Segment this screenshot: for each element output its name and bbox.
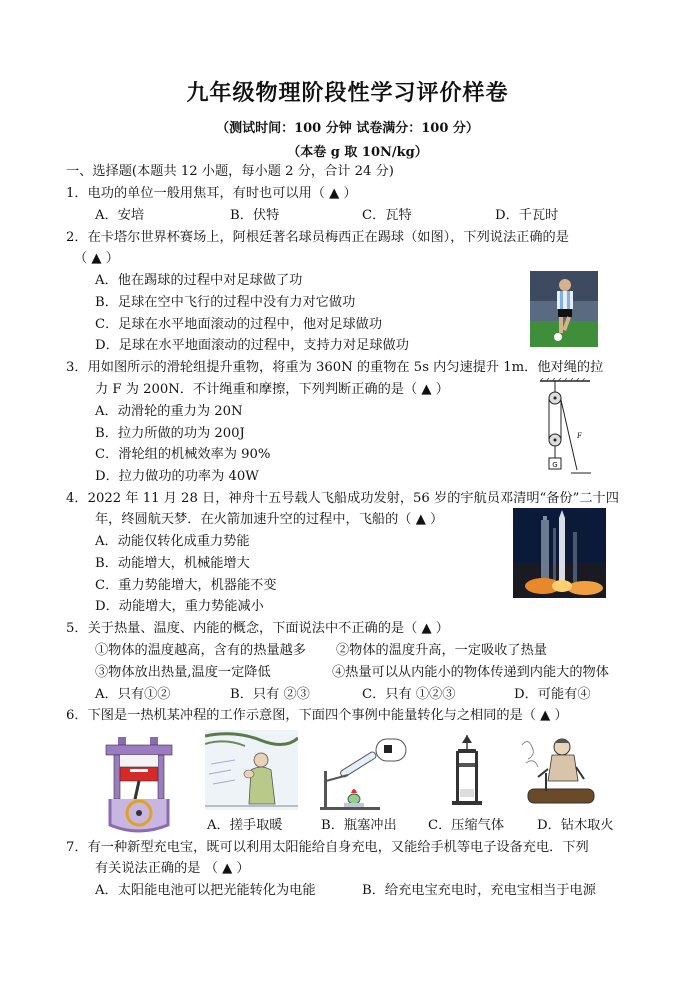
question-3-stem: 3．用如图所示的滑轮组提升重物，将重为 360N 的重物在 5s 内匀速提升 1m．他对绳的拉 [66,360,604,375]
q7-option-b: B．给充电宝充电时，充电宝相当于电源 [362,883,596,898]
question-7-stem-cont: 有关说法正确的是 （ ▲ ） [95,861,250,876]
q5-option-b: B．只有 ②③ [230,687,310,702]
q5-statement-1: ①物体的温度越高，含有的热量越多 [95,643,306,658]
q1-option-d: D．千瓦时 [495,208,559,223]
bottle-cork-figure [318,733,413,811]
q6-option-a: A．搓手取暖 [207,818,283,833]
q2-option-c: C．足球在水平地面滚动的过程中，他对足球做功 [95,317,383,332]
gravity-note: （本卷 g 取 10N/kg） [287,145,428,160]
exam-info: （测试时间：100 分钟 试卷满分：100 分） [216,121,479,136]
question-4-stem-cont: 年，终圆航天梦．在火箭加速升空的过程中，飞船的（ ▲ ） [95,512,444,527]
q5-option-a: A．只有①② [95,687,171,702]
section-heading: 一、选择题(本题共 12 小题，每小题 2 分，合计 24 分) [66,164,394,179]
question-7-stem: 7．有一种新型充电宝，既可以利用太阳能给自身充电，又能给手机等电子设备充电．下列 [66,840,589,855]
q5-statement-2: ②物体的温度升高，一定吸收了热量 [336,643,547,658]
question-2-stem: 2．在卡塔尔世界杯赛场上，阿根廷著名球员梅西正在踢球（如图），下列说法正确的是 [66,230,569,245]
q3-option-c: C．滑轮组的机械效率为 90% [95,447,271,462]
question-2-stem-cont: （ ▲ ） [74,251,119,266]
question-6-stem: 6．下图是一热机某冲程的工作示意图，下面四个事例中能量转化与之相同的是（ ▲ ） [66,708,568,723]
compress-gas-figure [448,733,486,809]
force-label: F [577,432,582,440]
question-3-stem-cont: 力 F 为 200N．不计绳重和摩擦，下列判断正确的是（ ▲ ） [95,382,449,397]
rocket-launch-photo [513,508,606,598]
q6-option-d: D．钻木取火 [537,818,614,833]
pulley-system-figure [535,378,595,476]
page-title: 九年级物理阶段性学习评价样卷 [186,80,509,106]
q2-option-b: B．足球在空中飞行的过程中没有力对它做功 [95,295,356,310]
q6-option-c: C．压缩气体 [428,818,505,833]
question-5-stem: 5．关于热量、温度、内能的概念，下面说法中不正确的是（ ▲ ） [66,621,449,636]
q5-option-d: D．可能有④ [514,687,591,702]
q5-statement-4: ④热量可以从内能小的物体传递到内能大的物体 [332,665,609,680]
soccer-player-photo [530,271,598,347]
q5-statement-3: ③物体放出热量,温度一定降低 [95,665,271,680]
drilling-wood-fire-figure [518,733,598,811]
q4-option-b: B．动能增大，机械能增大 [95,556,250,571]
q2-option-a: A．他在踢球的过程中对足球做了功 [95,273,303,288]
q6-option-b: B．瓶塞冲出 [321,818,397,833]
q4-option-d: D．动能增大，重力势能减小 [95,599,264,614]
weight-label: G [552,461,558,469]
engine-stroke-diagram [100,733,178,833]
q1-option-b: B．伏特 [230,208,280,223]
q1-option-a: A．安培 [95,208,145,223]
question-1-stem: 1．电功的单位一般用焦耳，有时也可以用（ ▲ ） [66,186,357,201]
q2-option-d: D．足球在水平地面滚动的过程中，支持力对足球做功 [95,338,409,353]
q4-option-a: A．动能仅转化成重力势能 [95,534,250,549]
rubbing-hands-figure [205,730,298,810]
q1-option-c: C．瓦特 [362,208,412,223]
q7-option-a: A．太阳能电池可以把光能转化为电能 [95,883,316,898]
q3-option-b: B．拉力所做的功为 200J [95,426,245,441]
q3-option-a: A．动滑轮的重力为 20N [95,404,243,419]
question-4-stem: 4．2022 年 11 月 28 日，神舟十五号载人飞船成功发射，56 岁的宇航员邓清明“备份”二十四 [66,491,619,506]
q3-option-d: D．拉力做功的功率为 40W [95,469,259,484]
q4-option-c: C．重力势能增大，机器能不变 [95,578,277,593]
q5-option-c: C．只有 ①②③ [362,687,456,702]
